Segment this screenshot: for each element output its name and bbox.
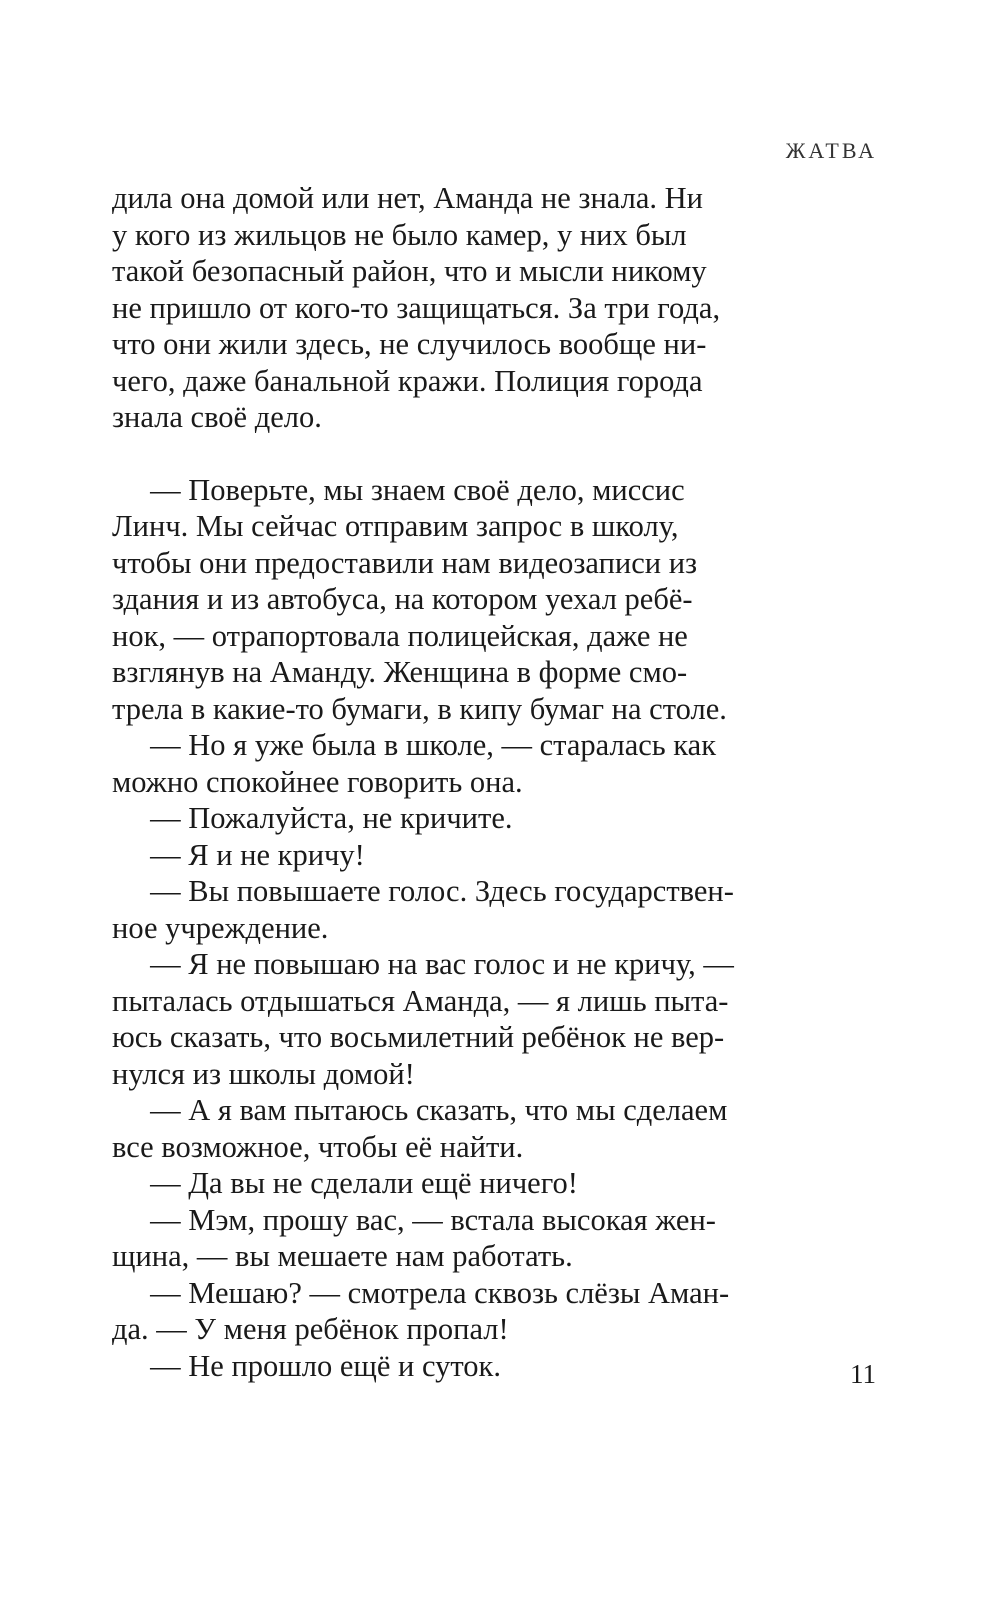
text-line: пыталась отдышаться Аманда, — я лишь пыта- bbox=[112, 983, 729, 1018]
text-line: чтобы они предоставили нам видеозаписи из bbox=[112, 545, 698, 580]
text-line: юсь сказать, что восьмилетний ребёнок не вер- bbox=[112, 1020, 725, 1054]
text-line: все возможное, чтобы её найти. bbox=[112, 1129, 524, 1164]
text-line: можно спокойнее говорить она. bbox=[112, 764, 523, 799]
dialogue-section bbox=[112, 472, 772, 1385]
text-line: нок, — отрапортовала полицейская, даже не bbox=[112, 618, 688, 653]
text-line: ное учреждение. bbox=[112, 910, 329, 945]
text-line: — Поверьте, мы знаем своё дело, миссис bbox=[112, 472, 685, 507]
text-line: взглянув на Аманду. Женщина в форме смо- bbox=[112, 655, 688, 689]
text-line: — Мэм, прошу вас, — встала высокая жен- bbox=[112, 1202, 716, 1237]
text-line: такой безопасный район, что и мысли никому bbox=[112, 254, 707, 288]
text-line: — А я вам пытаюсь сказать, что мы сделаем bbox=[112, 1093, 728, 1127]
page-number: 11 bbox=[850, 1359, 876, 1389]
text-line: — Не прошло ещё и суток. bbox=[112, 1348, 501, 1383]
text-line: что они жили здесь, не случилось вообще ни- bbox=[112, 327, 707, 361]
text-line: — Я и не кричу! bbox=[112, 837, 365, 872]
text-line: чего, даже банальной кражи. Полиция города bbox=[112, 363, 703, 398]
text-line: — Да вы не сделали ещё ничего! bbox=[112, 1166, 578, 1200]
text-line: Линч. Мы сейчас отправим запрос в школу, bbox=[112, 509, 679, 543]
paragraph-continuation bbox=[112, 180, 772, 436]
text-line: дила она домой или нет, Аманда не знала. Ни bbox=[112, 181, 703, 215]
text-line: щина, — вы мешаете нам работать. bbox=[112, 1239, 573, 1273]
text-line: — Вы повышаете голос. Здесь государствен- bbox=[112, 874, 734, 908]
text-line: нулся из школы домой! bbox=[112, 1056, 415, 1091]
text-line: у кого из жильцов не было камер, у них был bbox=[112, 217, 687, 252]
text-line: — Мешаю? — смотрела сквозь слёзы Аман- bbox=[112, 1275, 730, 1310]
section-gap bbox=[112, 436, 772, 472]
running-head: ЖАТВА bbox=[785, 138, 877, 163]
text-line: да. — У меня ребёнок пропал! bbox=[112, 1312, 509, 1346]
text-line: не пришло от кого-то защищаться. За три года, bbox=[112, 290, 721, 325]
text-line: — Я не повышаю на вас голос и не кричу, — bbox=[112, 947, 734, 981]
text-line: здания и из автобуса, на котором уехал ребё- bbox=[112, 582, 693, 616]
text-line: знала своё дело. bbox=[112, 400, 322, 434]
text-line: — Пожалуйста, не кричите. bbox=[112, 801, 513, 835]
text-line: трела в какие-то бумаги, в кипу бумаг на столе. bbox=[112, 691, 727, 726]
page-body bbox=[112, 180, 772, 1384]
text-line: — Но я уже была в школе, — старалась как bbox=[112, 728, 717, 762]
